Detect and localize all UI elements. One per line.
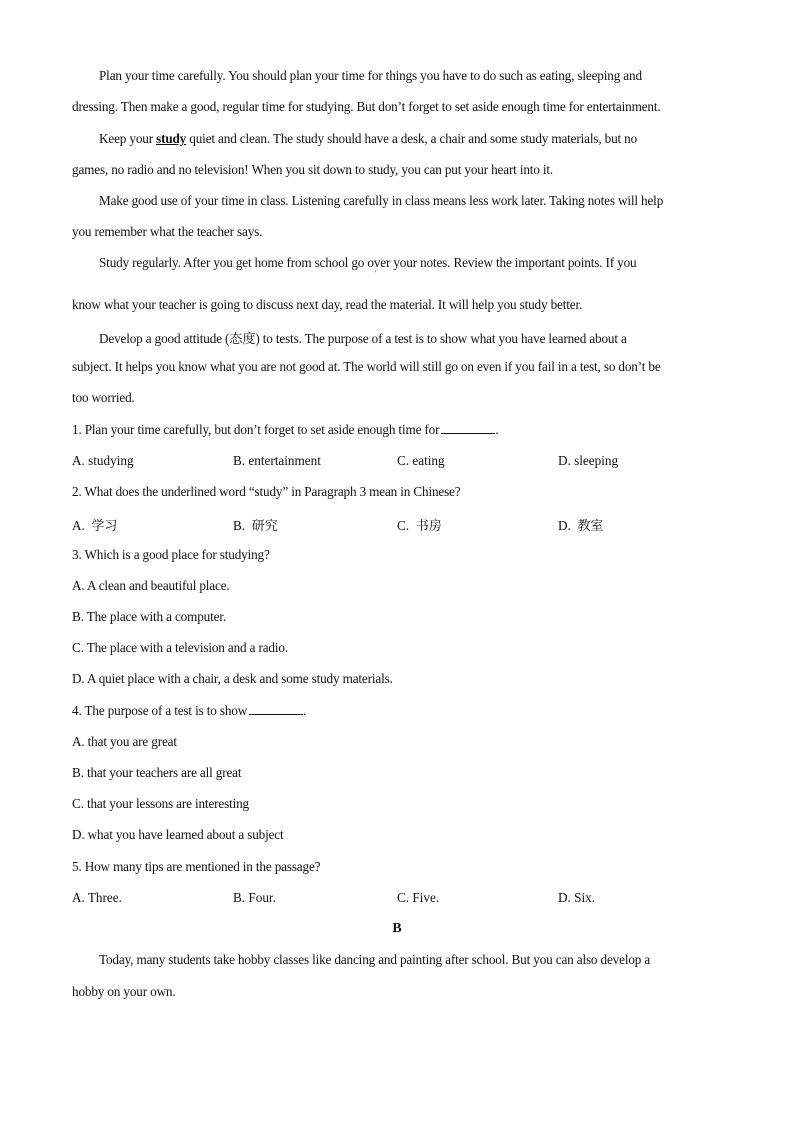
underlined-word-study: study — [156, 131, 187, 146]
q1-option-c: C. eating — [397, 453, 445, 468]
q1-option-d: D. sleeping — [558, 453, 619, 468]
stray-mark: ' — [375, 269, 377, 278]
passage-p4-line2: know what your teacher is going to discuss next day, read the material. It will help you study better. — [72, 297, 583, 312]
question-2-stem: 2. What does the underlined word “study” in Paragraph 3 mean in Chinese? — [72, 484, 461, 499]
question-3-stem: 3. Which is a good place for studying? — [72, 547, 270, 562]
section-b-line1: Today, many students take hobby classes like dancing and painting after school. But you can also develop a — [99, 952, 651, 967]
q1-stem-text: 1. Plan your time carefully, but don’t forget to set aside enough time for — [72, 422, 440, 437]
q5-option-a: A. Three. — [72, 890, 122, 905]
q1-stem-end: . — [495, 422, 499, 437]
q2-option-b — [233, 515, 278, 534]
q2-d-text: 教室 — [577, 519, 604, 534]
p2-text-before: Keep your — [99, 131, 157, 146]
q4-stem-end: . — [303, 703, 307, 718]
q4-answer-blank — [249, 703, 303, 715]
question-5-stem: 5. How many tips are mentioned in the passage? — [72, 859, 321, 874]
question-4-stem — [72, 703, 306, 719]
passage-p2-line1 — [99, 131, 637, 147]
q1-answer-blank — [441, 422, 495, 434]
q2-option-c — [397, 515, 442, 534]
q2-a-letter: A. — [72, 518, 85, 533]
q4-stem-text: 4. The purpose of a test is to show — [72, 703, 248, 718]
q1-option-b: B. entertainment — [233, 453, 321, 468]
q2-d-letter: D. — [558, 518, 571, 533]
passage-p3-line2: you remember what the teacher says. — [72, 224, 263, 239]
q4-option-d: D. what you have learned about a subject — [72, 827, 284, 842]
q5-option-c: C. Five. — [397, 890, 440, 905]
q4-option-b: B. that your teachers are all great — [72, 765, 242, 780]
passage-p2-line2: games, no radio and no television! When you sit down to study, you can put your heart into it. — [72, 162, 554, 177]
q2-c-text: 书房 — [415, 519, 442, 534]
q5-option-b: B. Four. — [233, 890, 276, 905]
passage-p3-line1: Make good use of your time in class. Listening carefully in class means less work later. Taking notes will help — [99, 193, 664, 208]
q2-option-a — [72, 515, 117, 534]
q3-option-a: A. A clean and beautiful place. — [72, 578, 230, 593]
q3-option-c: C. The place with a television and a radio. — [72, 640, 288, 655]
q3-option-b: B. The place with a computer. — [72, 609, 226, 624]
passage-p1-line2: dressing. Then make a good, regular time for studying. But don’t forget to set aside enough time for entertainment. — [72, 99, 661, 114]
section-b-heading: B — [392, 921, 402, 936]
q3-option-d: D. A quiet place with a chair, a desk and some study materials. — [72, 671, 393, 686]
q1-option-a: A. studying — [72, 453, 134, 468]
q4-option-a: A. that you are great — [72, 734, 177, 749]
q5-option-d: D. Six. — [558, 890, 596, 905]
q4-option-c: C. that your lessons are interesting — [72, 796, 249, 811]
question-1-stem — [72, 422, 499, 438]
q2-b-letter: B. — [233, 518, 246, 533]
passage-p5-line2: subject. It helps you know what you are not good at. The world will still go on even if you fail in a test, so don’t be — [72, 359, 661, 374]
q2-option-d — [558, 515, 603, 534]
q2-b-text: 研究 — [251, 519, 278, 534]
q2-c-letter: C. — [397, 518, 410, 533]
p2-text-after: quiet and clean. The study should have a desk, a chair and some study materials, but no — [186, 131, 638, 146]
passage-p4-line1: Study regularly. After you get home from school go over your notes. Review the important points. If you — [99, 255, 637, 270]
section-b-line2: hobby on your own. — [72, 984, 176, 999]
passage-p1-line1: Plan your time carefully. You should plan your time for things you have to do such as eating, sleeping and — [99, 68, 642, 83]
passage-p5-line3: too worried. — [72, 390, 135, 405]
q2-a-text: 学习 — [91, 519, 118, 534]
passage-p5-line1: Develop a good attitude (态度) to tests. The purpose of a test is to show what you have learned about a — [99, 331, 627, 346]
